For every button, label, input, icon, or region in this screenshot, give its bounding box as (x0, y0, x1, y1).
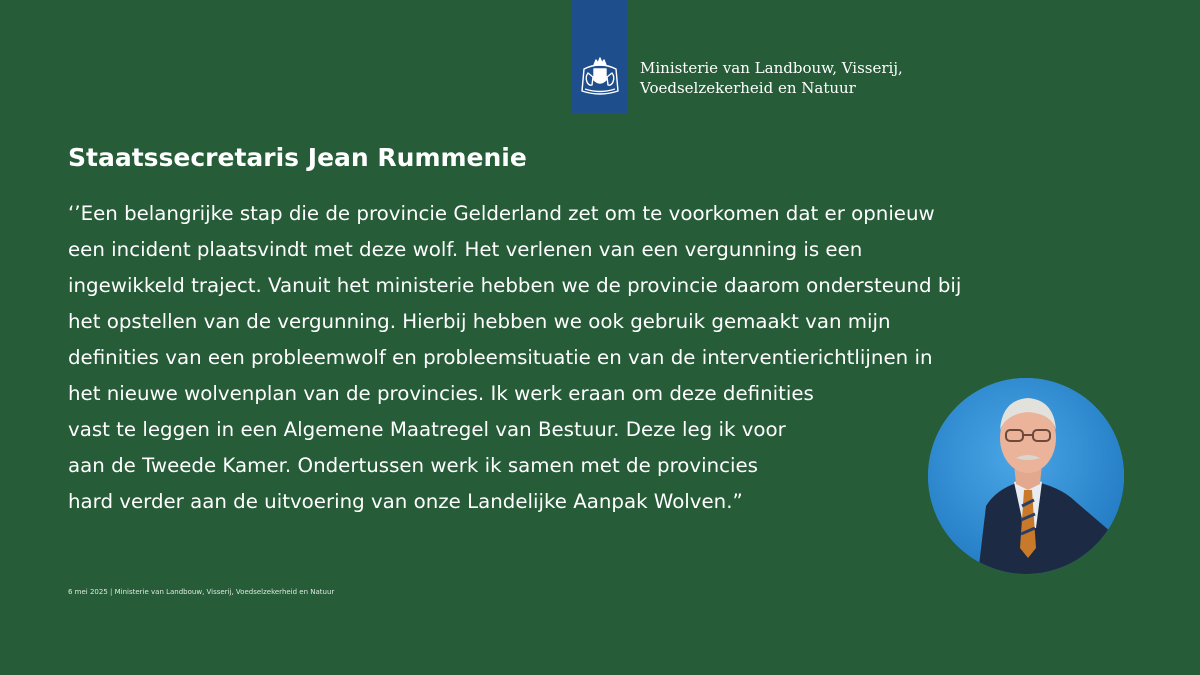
footer-text: 6 mei 2025 | Ministerie van Landbouw, Visserij, Voedselzekerheid en Natuur (68, 588, 335, 596)
ministry-name-line-1: Ministerie van Landbouw, Visserij, (640, 59, 903, 77)
ministry-logo (571, 0, 628, 113)
quote-line: aan de Tweede Kamer. Ondertussen werk ik samen met de provincies (68, 454, 758, 477)
ministry-name (640, 58, 903, 98)
quote-line: ingewikkeld traject. Vanuit het ministerie hebben we de provincie daarom ondersteund bij (68, 274, 962, 297)
quote-line: vast te leggen in een Algemene Maatregel van Bestuur. Deze leg ik voor (68, 418, 786, 441)
coat-of-arms-icon (575, 55, 625, 99)
quote-line: een incident plaatsvindt met deze wolf. Het verlenen van een vergunning is een (68, 238, 863, 261)
speaker-portrait (928, 378, 1124, 574)
ministry-name-line-2: Voedselzekerheid en Natuur (640, 79, 856, 97)
quote-line: het opstellen van de vergunning. Hierbij hebben we ook gebruik gemaakt van mijn (68, 310, 891, 333)
quote-text (68, 196, 961, 520)
quote-line: hard verder aan de uitvoering van onze Landelijke Aanpak Wolven.” (68, 490, 743, 513)
quote-line: ‘’Een belangrijke stap die de provincie Gelderland zet om te voorkomen dat er opnieuw (68, 202, 935, 225)
speaker-title: Staatssecretaris Jean Rummenie (68, 143, 527, 172)
quote-line: het nieuwe wolvenplan van de provincies. Ik werk eraan om deze definities (68, 382, 814, 405)
quote-line: definities van een probleemwolf en probleemsituatie en van de interventierichtlijnen in (68, 346, 933, 369)
